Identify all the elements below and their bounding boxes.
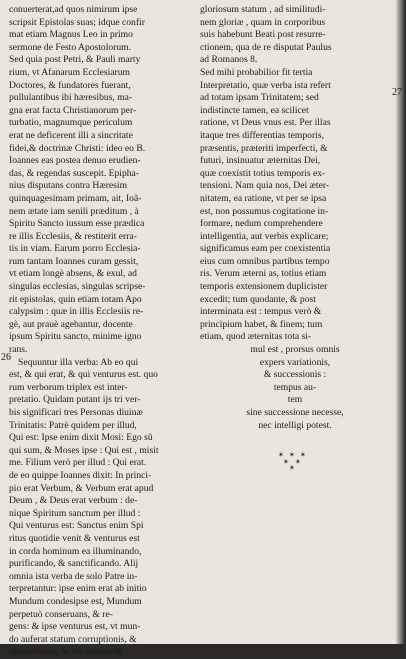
text-line: tem (287, 394, 303, 406)
text-line: expers variationis, (259, 356, 331, 368)
text-line: præsentis, præteriti imperfecti, & (200, 142, 328, 154)
text-line: excedit; tum quodante, & post (200, 293, 316, 305)
text-line: Sed quia post Petri, & Pauli marty (9, 54, 141, 66)
text-line: mat etiam Magnus Leo in primo (9, 29, 133, 41)
text-line: pio erat Verbum, & Verbum erat apud (9, 482, 154, 494)
text-line: est, & qui erat, & qui venturus est. quo (9, 369, 158, 381)
text-line: interminata est : tempus verò & (200, 306, 322, 318)
text-line: Doctores, & fundatores fuerant, (9, 79, 131, 91)
text-line: fidei,& doctrinæ Christi: ideo eo B. (9, 142, 146, 154)
text-line: suis habebunt Beati post resurre- (200, 29, 326, 41)
text-line: Trinitatis: Patrè quidem per illud, (9, 419, 137, 431)
left-column (9, 4, 194, 659)
text-line: sermone de Festo Apostolorum. (9, 41, 132, 53)
text-line: principium habet, & finem; tum (200, 318, 323, 330)
text-line: formare, nedum comprehendere (200, 218, 323, 230)
text-line: gè, aut prauè agebantur, docente (9, 318, 133, 330)
text-line: omnia ista verba de solo Patre in- (9, 570, 138, 582)
text-line: Spiritu Sancto iussum esse prædica (9, 218, 145, 230)
margin-number-right: 27 (392, 87, 402, 98)
text-line: eius cum omnibus partibus tempo (200, 255, 330, 267)
svg-text:✶: ✶ (283, 458, 289, 466)
text-line: ctionem, qua de re disputat Paulus (200, 41, 332, 53)
text-line: ad totam ipsam Trinitatem; sed (200, 92, 319, 104)
right-column (200, 4, 390, 432)
text-line: turbatio, magnumque periculum (9, 117, 133, 129)
text-line: Sed mihi probabilior fit tertia (200, 66, 313, 78)
text-line: rit epistolas, quin etiam totam Apo (9, 293, 142, 305)
text-line: futuri, insinuatur æternitas Dei, (200, 155, 321, 167)
text-line: rum verborum triplex est inter- (9, 381, 128, 393)
text-line: de eo quippe Ioannes dixit: In princi- (9, 469, 152, 481)
text-line: Qui est: Ipse enim dixit Mosi: Ego sũ (9, 432, 153, 444)
svg-text:✶: ✶ (289, 464, 295, 472)
text-line: Qui venturus est: Sanctus enim Spi (9, 520, 144, 532)
text-line: etiam, quod æternitas tota si- (200, 331, 312, 343)
text-line: itaque tres differentias temporis, (200, 129, 324, 141)
text-line: ritus quotidie venit & venturus est (9, 532, 140, 544)
svg-text:✶: ✶ (295, 458, 301, 466)
text-line: conuerterat,ad quos nimirum ipse (9, 4, 138, 15)
text-line: vt etiam longè absens, & exul, ad (9, 268, 137, 280)
text-line: purificando, & sanctificando. Alij (9, 558, 139, 570)
text-line: nique Spiritum sanctum per illud : (9, 507, 141, 519)
text-line: tis in viam. Earum porro Ecclesia- (9, 243, 141, 255)
text-line: Interpretatio, quæ verba ista refert (200, 79, 331, 91)
text-line: Mundum condesipse est, Mundum (9, 595, 142, 607)
text-line: mutabilitatis, & det nouum & (9, 646, 123, 658)
text-line: ad Romanos 8. (200, 54, 258, 66)
text-line: ipsum Spiritu sancto, minime igno (9, 331, 142, 343)
text-line: re illis Ecclesiis, & restiterit erra- (9, 230, 137, 242)
margin-number-left: 26 (1, 352, 11, 363)
text-line: Ioannes eas postea denuo erudien- (9, 155, 141, 167)
text-line: gna erat facta Christianorum per- (9, 104, 137, 116)
text-line: indistincte tamen, ea scilicet (200, 104, 309, 116)
text-line: singulas ecclesias, singulas scripse- (9, 281, 146, 293)
text-line: intelligentia, aut verbis explicare; (200, 230, 329, 242)
text-line: rum tantam Ioannes curam gessit, (9, 255, 139, 267)
text-line: nem gloriæ , quam in corporibus (200, 16, 326, 28)
text-line: me. Filium verò per illud : Qui erat. (9, 457, 147, 469)
text-line: perpetuò conseruans, & re- (9, 608, 113, 620)
text-line: ratione, vt Deus vnus est. Per illas (200, 117, 331, 129)
text-line: est, non possumus cogitatione in- (200, 205, 329, 217)
text-line: quinquagesimam primam, ait, Ioã- (9, 192, 142, 204)
text-line: calypsim : quæ in illis Ecclesiis re- (9, 306, 144, 318)
text-line: nius disputans contra Hæresim (9, 180, 128, 192)
text-line: erat ne deficerent illi a sincritate (9, 129, 133, 141)
text-line: do auferat statum corruptionis, & (9, 633, 137, 645)
text-line: sine successione necesse, (246, 407, 344, 418)
text-line: das, & regendas suscepit. Epipha- (9, 167, 140, 179)
text-line: Sequuntur illa verba: Ab eo qui (18, 356, 139, 368)
svg-text:✶: ✶ (289, 451, 295, 459)
text-line: tensioni. Nam quia nos, Dei æter- (200, 180, 330, 192)
text-line: nitatem, ea ratione, vt per se ipsa (200, 192, 327, 204)
text-line: & successionis : (263, 369, 327, 381)
text-line: tempus au- (273, 381, 317, 393)
text-line: nec intelligi potest. (258, 419, 332, 431)
text-line: pullulantibus ibi hæresibus, ma- (9, 92, 133, 104)
text-line: mul est , prorsus omnis (250, 344, 340, 356)
text-line: pretatio. Quidam putant ijs tri ver- (9, 394, 141, 406)
text-line: nem ætate iam senili præditum , à (9, 205, 139, 217)
text-line: significamus eam per coexistentia (200, 243, 331, 255)
text-line: gens: & ipse venturus est, vt mun- (9, 621, 141, 633)
text-line: gloriosum statum , ad similitudi- (200, 4, 326, 15)
text-line: rium, vt Afanarum Ecclesiarum (9, 66, 130, 78)
svg-text:✶: ✶ (300, 451, 306, 459)
svg-text:✶: ✶ (278, 451, 284, 459)
text-line: terpretantur: ipse enim erat ab initio (9, 583, 147, 595)
text-line: bis significari tres Personas diuinæ (9, 407, 143, 418)
text-line: in corda hominum ea illuminando, (9, 545, 142, 557)
text-line: rans. (9, 344, 28, 356)
text-line: qui sum, & Moses ipse : Qui est , misit (9, 444, 159, 456)
text-line: scripsit Epistolas suas; idque confir (9, 16, 145, 28)
text-line: quæ coexistit totius temporis ex- (200, 167, 326, 179)
ornament-stars-icon (276, 450, 316, 470)
text-line: ris. Verum æterni as, totius etiam (200, 268, 327, 280)
text-line: temporis extensionem duplicister (200, 281, 328, 293)
text-line: Deum , & Deus erat verbum : de- (9, 495, 138, 507)
